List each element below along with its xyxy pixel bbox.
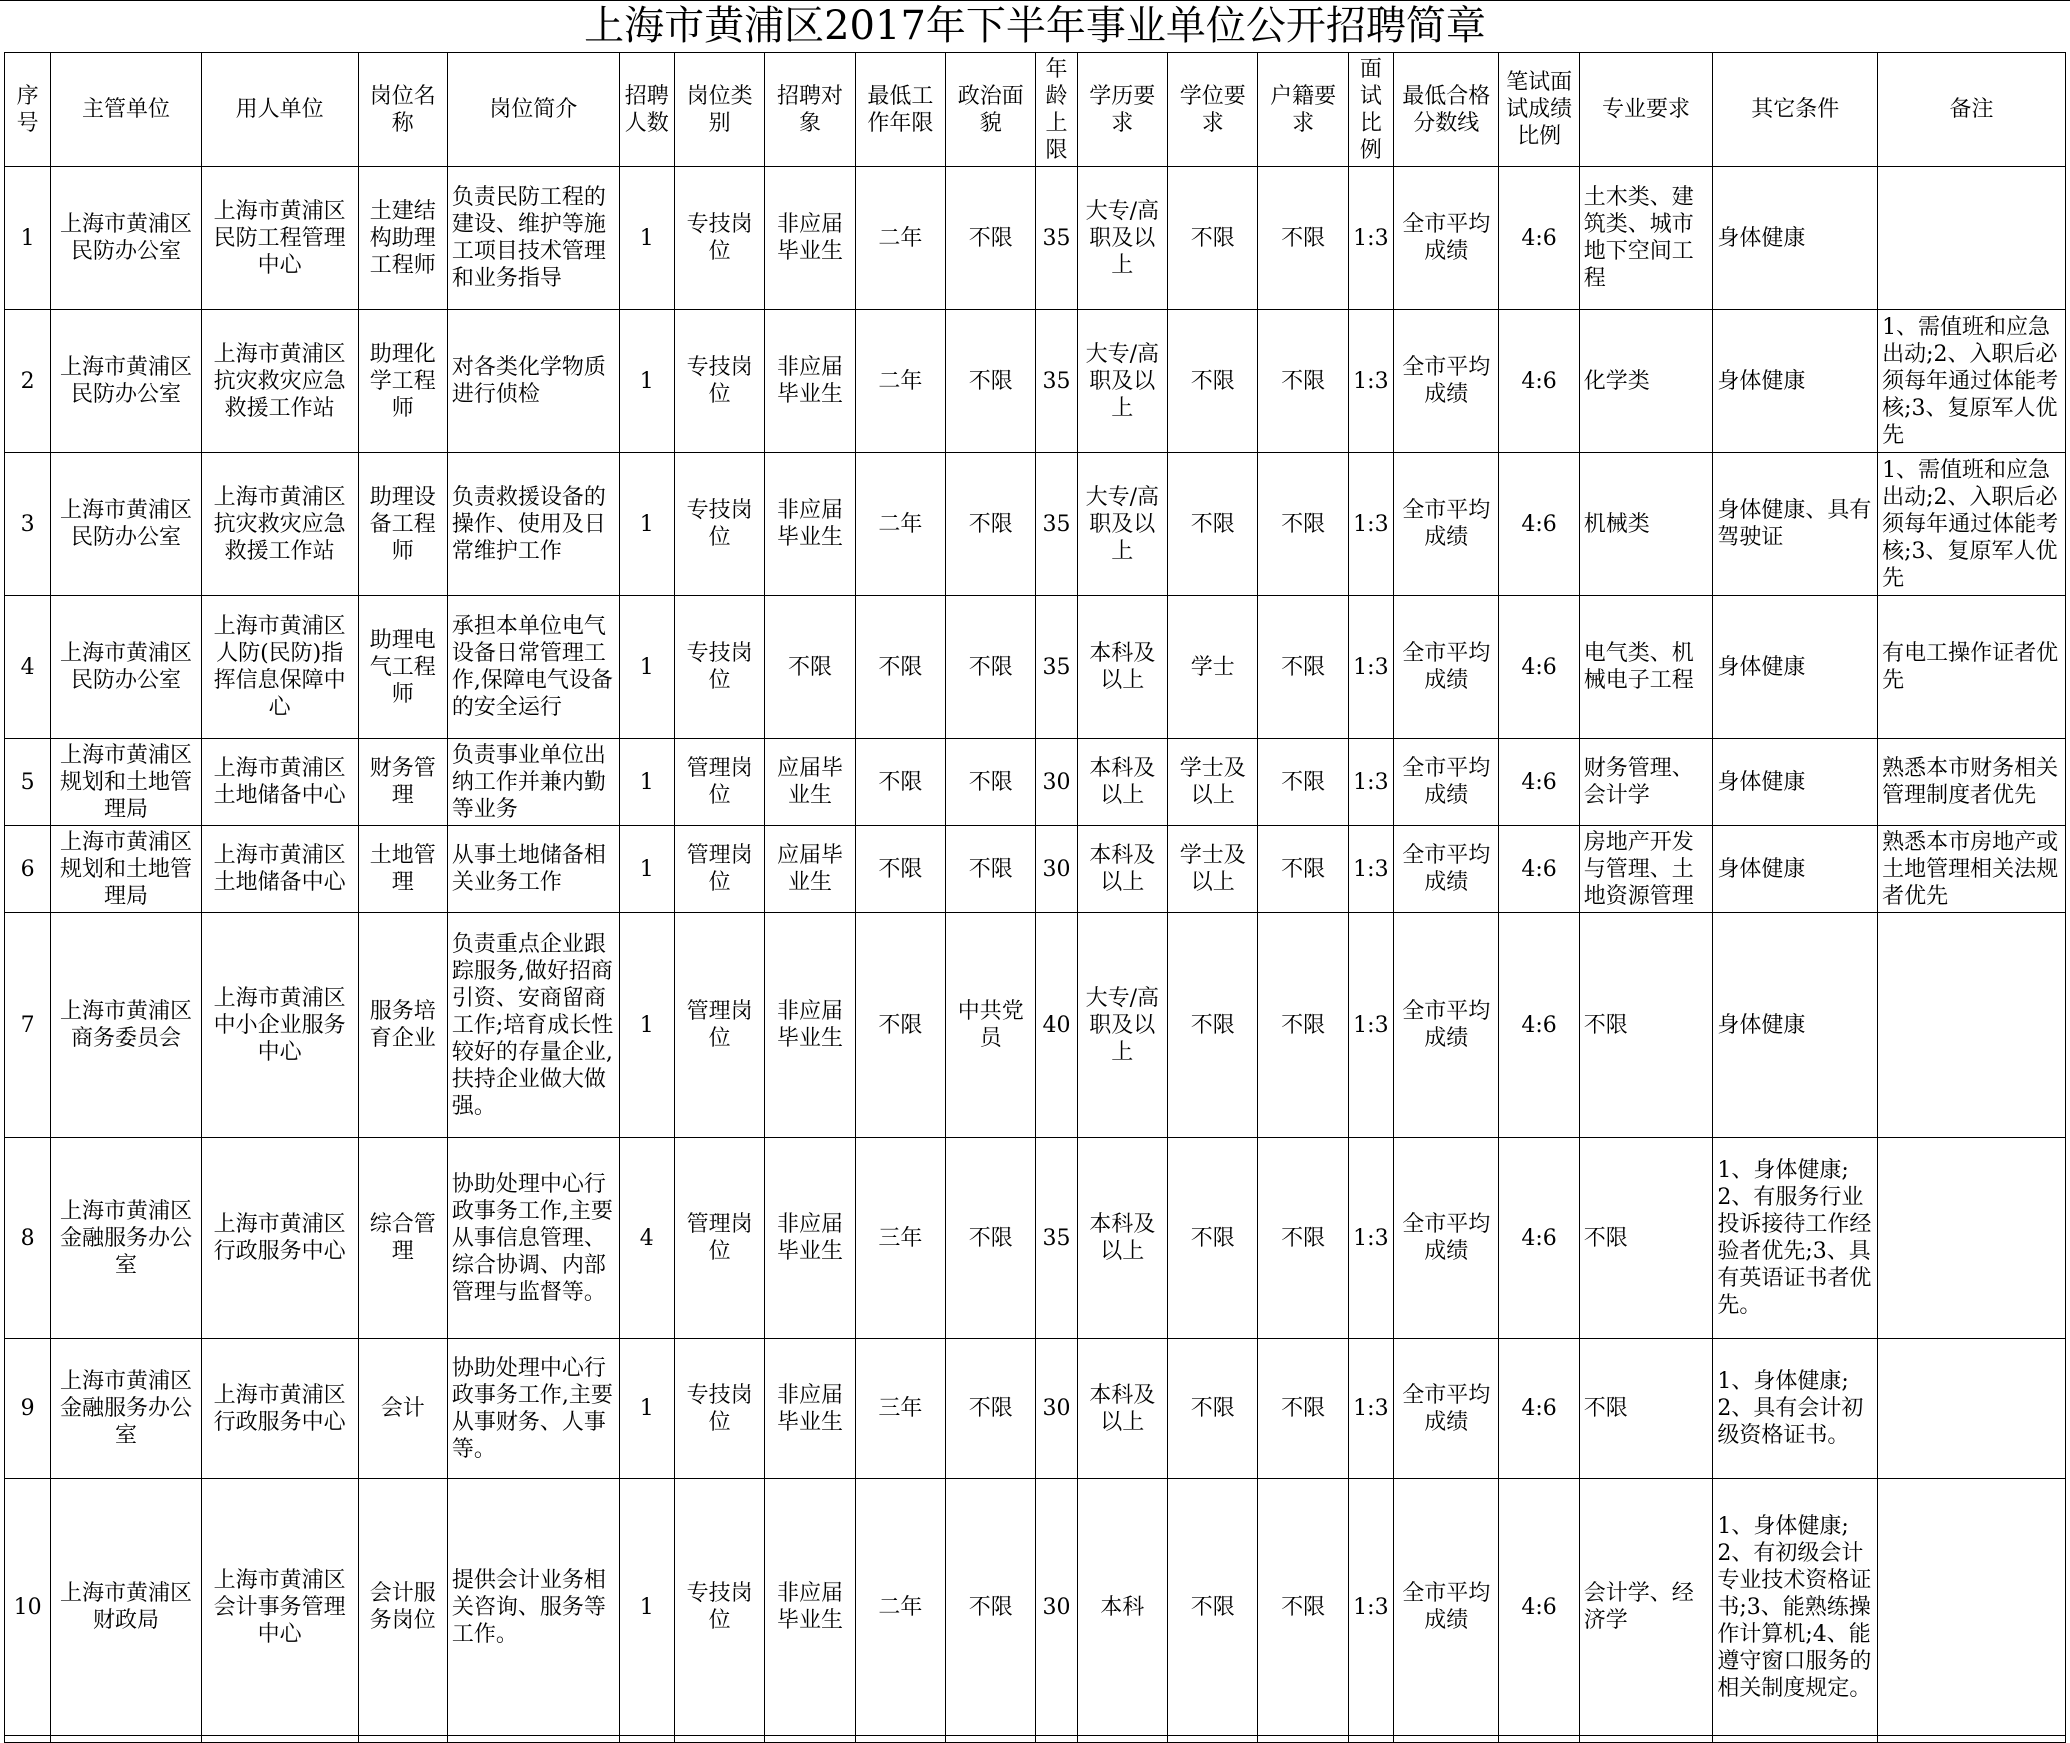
- cell-post: 助理化学工程师: [358, 310, 447, 453]
- cell-post: 助理电气工程师: [358, 596, 447, 739]
- cell-other: 1、身体健康;2、有初级会计专业技术资格证书;3、能熟练操作计算机;4、能遵守窗口服务的相关制度规定。: [1713, 1479, 1878, 1736]
- cell-post: 财务管理: [358, 739, 447, 826]
- header-cell: 用人单位: [201, 53, 358, 167]
- cell-edu: 本科及以上: [1077, 739, 1167, 826]
- header-cell: 专业要求: [1579, 53, 1713, 167]
- cell-unit: 上海市黄浦区会计事务管理中心: [201, 1479, 358, 1736]
- cell-post: 助理设备工程师: [358, 453, 447, 596]
- cell-note: [1878, 167, 2066, 310]
- cell-note: [1878, 913, 2066, 1138]
- cell-edu: 本科及以上: [1077, 826, 1167, 913]
- cell-desc: 从事土地储备相关业务工作: [447, 826, 619, 913]
- cell-num: 1: [619, 913, 674, 1138]
- cell-hukou: 不限: [1258, 596, 1348, 739]
- cell-no: 5: [5, 739, 51, 826]
- table-row: [5, 1479, 2066, 1736]
- cell-politics: 不限: [946, 453, 1036, 596]
- cell-num: 1: [619, 453, 674, 596]
- cell-desc: 提供会计业务相关咨询、服务等工作。: [447, 1479, 619, 1736]
- cell-hukou: 不限: [1258, 913, 1348, 1138]
- cell-desc: 协助处理中心行政事务工作,主要从事信息管理、综合协调、内部管理与监督等。: [447, 1138, 619, 1339]
- cell-hukou: 不限: [1258, 453, 1348, 596]
- cell-major: 化学类: [1579, 310, 1713, 453]
- cell-no: 2: [5, 310, 51, 453]
- cell-no: 8: [5, 1138, 51, 1339]
- cell-cat: 管理岗位: [674, 913, 764, 1138]
- cell-num: 1: [619, 167, 674, 310]
- empty-cell: [1579, 1736, 1713, 1743]
- cell-note: 1、需值班和应急出动;2、入职后必须每年通过体能考核;3、复原军人优先: [1878, 310, 2066, 453]
- cell-years: 不限: [855, 913, 945, 1138]
- cell-weight: 4:6: [1499, 1479, 1579, 1736]
- cell-desc: 负责事业单位出纳工作并兼内勤等业务: [447, 739, 619, 826]
- empty-cell: [201, 1736, 358, 1743]
- cell-desc: 承担本单位电气设备日常管理工作,保障电气设备的安全运行: [447, 596, 619, 739]
- empty-cell: [447, 1736, 619, 1743]
- cell-unit: 上海市黄浦区人防(民防)指挥信息保障中心: [201, 596, 358, 739]
- cell-weight: 4:6: [1499, 453, 1579, 596]
- cell-politics: 不限: [946, 596, 1036, 739]
- cell-cat: 专技岗位: [674, 596, 764, 739]
- cell-num: 1: [619, 826, 674, 913]
- header-cell: 政治面貌: [946, 53, 1036, 167]
- cell-ratio: 1:3: [1348, 167, 1393, 310]
- document-title: 上海市黄浦区2017年下半年事业单位公开招聘简章: [584, 3, 1486, 49]
- empty-cell: [674, 1736, 764, 1743]
- cell-weight: 4:6: [1499, 1138, 1579, 1339]
- cell-edu: 本科及以上: [1077, 596, 1167, 739]
- cell-politics: 中共党员: [946, 913, 1036, 1138]
- table-row: [5, 1138, 2066, 1339]
- header-cell: 招聘对象: [765, 53, 855, 167]
- cell-post: 土建结构助理工程师: [358, 167, 447, 310]
- cell-unit: 上海市黄浦区民防工程管理中心: [201, 167, 358, 310]
- cell-weight: 4:6: [1499, 739, 1579, 826]
- cell-target: 非应届毕业生: [765, 1138, 855, 1339]
- cell-major: 房地产开发与管理、土地资源管理: [1579, 826, 1713, 913]
- cell-edu: 本科及以上: [1077, 1138, 1167, 1339]
- empty-cell: [765, 1736, 855, 1743]
- cell-other: 身体健康: [1713, 167, 1878, 310]
- cell-ratio: 1:3: [1348, 596, 1393, 739]
- cell-dept: 上海市黄浦区民防办公室: [51, 167, 202, 310]
- cell-note: 熟悉本市财务相关管理制度者优先: [1878, 739, 2066, 826]
- cell-post: 会计服务岗位: [358, 1479, 447, 1736]
- cell-note: [1878, 1479, 2066, 1736]
- cell-desc: 负责重点企业跟踪服务,做好招商引资、安商留商工作;培育成长性较好的存量企业,扶持企业做大做强。: [447, 913, 619, 1138]
- cell-num: 1: [619, 310, 674, 453]
- cell-ratio: 1:3: [1348, 826, 1393, 913]
- cell-ratio: 1:3: [1348, 1138, 1393, 1339]
- cell-dept: 上海市黄浦区民防办公室: [51, 596, 202, 739]
- cell-desc: 协助处理中心行政事务工作,主要从事财务、人事等。: [447, 1339, 619, 1479]
- cell-age: 30: [1036, 826, 1077, 913]
- cell-hukou: 不限: [1258, 1339, 1348, 1479]
- cell-ratio: 1:3: [1348, 913, 1393, 1138]
- table-row: [5, 453, 2066, 596]
- header-cell: 其它条件: [1713, 53, 1878, 167]
- cell-other: 身体健康: [1713, 596, 1878, 739]
- cell-score: 全市平均成绩: [1393, 1339, 1498, 1479]
- cell-num: 1: [619, 739, 674, 826]
- header-cell: 序号: [5, 53, 51, 167]
- cell-weight: 4:6: [1499, 167, 1579, 310]
- cell-no: 7: [5, 913, 51, 1138]
- cell-other: 1、身体健康;2、具有会计初级资格证书。: [1713, 1339, 1878, 1479]
- cell-major: 机械类: [1579, 453, 1713, 596]
- cell-weight: 4:6: [1499, 310, 1579, 453]
- cell-age: 35: [1036, 167, 1077, 310]
- cell-age: 30: [1036, 1479, 1077, 1736]
- cell-ratio: 1:3: [1348, 310, 1393, 453]
- cell-dept: 上海市黄浦区规划和土地管理局: [51, 826, 202, 913]
- cell-score: 全市平均成绩: [1393, 310, 1498, 453]
- cell-major: 土木类、建筑类、城市地下空间工程: [1579, 167, 1713, 310]
- cell-no: 1: [5, 167, 51, 310]
- cell-num: 1: [619, 596, 674, 739]
- cell-target: 应届毕业生: [765, 826, 855, 913]
- cell-weight: 4:6: [1499, 596, 1579, 739]
- cell-target: 非应届毕业生: [765, 167, 855, 310]
- cell-cat: 管理岗位: [674, 1138, 764, 1339]
- cell-unit: 上海市黄浦区行政服务中心: [201, 1138, 358, 1339]
- cell-politics: 不限: [946, 1138, 1036, 1339]
- header-cell: 岗位名称: [358, 53, 447, 167]
- cell-cat: 管理岗位: [674, 739, 764, 826]
- cell-score: 全市平均成绩: [1393, 1138, 1498, 1339]
- cell-ratio: 1:3: [1348, 453, 1393, 596]
- empty-cell: [855, 1736, 945, 1743]
- cut-off-row: [5, 1736, 2066, 1743]
- table-row: [5, 310, 2066, 453]
- cell-major: 不限: [1579, 913, 1713, 1138]
- empty-cell: [1878, 1736, 2066, 1743]
- cell-ratio: 1:3: [1348, 739, 1393, 826]
- cell-target: 非应届毕业生: [765, 913, 855, 1138]
- header-cell: 面试比例: [1348, 53, 1393, 167]
- cell-cat: 专技岗位: [674, 310, 764, 453]
- cell-no: 9: [5, 1339, 51, 1479]
- cell-major: 会计学、经济学: [1579, 1479, 1713, 1736]
- cell-dept: 上海市黄浦区商务委员会: [51, 913, 202, 1138]
- cell-degree: 不限: [1168, 453, 1258, 596]
- empty-cell: [1168, 1736, 1258, 1743]
- cell-age: 30: [1036, 739, 1077, 826]
- empty-cell: [1077, 1736, 1167, 1743]
- cell-target: 非应届毕业生: [765, 1479, 855, 1736]
- cell-edu: 大专/高职及以上: [1077, 310, 1167, 453]
- cell-degree: 学士: [1168, 596, 1258, 739]
- cell-politics: 不限: [946, 826, 1036, 913]
- header-cell: 学历要求: [1077, 53, 1167, 167]
- cell-dept: 上海市黄浦区民防办公室: [51, 453, 202, 596]
- cell-score: 全市平均成绩: [1393, 913, 1498, 1138]
- cell-post: 会计: [358, 1339, 447, 1479]
- cell-age: 35: [1036, 453, 1077, 596]
- cell-cat: 专技岗位: [674, 167, 764, 310]
- cell-age: 35: [1036, 596, 1077, 739]
- cell-other: 身体健康: [1713, 739, 1878, 826]
- cell-major: 不限: [1579, 1138, 1713, 1339]
- header-cell: 年龄上限: [1036, 53, 1077, 167]
- cell-target: 不限: [765, 596, 855, 739]
- cell-edu: 大专/高职及以上: [1077, 453, 1167, 596]
- cell-major: 不限: [1579, 1339, 1713, 1479]
- cell-note: 有电工操作证者优先: [1878, 596, 2066, 739]
- cell-major: 电气类、机械电子工程: [1579, 596, 1713, 739]
- cell-degree: 不限: [1168, 1479, 1258, 1736]
- cell-dept: 上海市黄浦区规划和土地管理局: [51, 739, 202, 826]
- cell-ratio: 1:3: [1348, 1479, 1393, 1736]
- cell-edu: 大专/高职及以上: [1077, 913, 1167, 1138]
- cell-score: 全市平均成绩: [1393, 167, 1498, 310]
- cell-num: 1: [619, 1479, 674, 1736]
- cell-no: 3: [5, 453, 51, 596]
- header-row: [5, 53, 2066, 167]
- empty-cell: [946, 1736, 1036, 1743]
- cell-politics: 不限: [946, 167, 1036, 310]
- empty-cell: [1348, 1736, 1393, 1743]
- cell-degree: 不限: [1168, 1339, 1258, 1479]
- cell-edu: 本科及以上: [1077, 1339, 1167, 1479]
- cell-note: [1878, 1138, 2066, 1339]
- header-cell: 学位要求: [1168, 53, 1258, 167]
- cell-no: 4: [5, 596, 51, 739]
- cell-unit: 上海市黄浦区土地储备中心: [201, 739, 358, 826]
- cell-age: 40: [1036, 913, 1077, 1138]
- cell-note: [1878, 1339, 2066, 1479]
- cell-score: 全市平均成绩: [1393, 1479, 1498, 1736]
- empty-cell: [1393, 1736, 1498, 1743]
- cell-note: 熟悉本市房地产或土地管理相关法规者优先: [1878, 826, 2066, 913]
- cell-weight: 4:6: [1499, 826, 1579, 913]
- cell-dept: 上海市黄浦区金融服务办公室: [51, 1339, 202, 1479]
- cell-hukou: 不限: [1258, 1479, 1348, 1736]
- cell-age: 30: [1036, 1339, 1077, 1479]
- cell-edu: 大专/高职及以上: [1077, 167, 1167, 310]
- cell-dept: 上海市黄浦区民防办公室: [51, 310, 202, 453]
- cell-hukou: 不限: [1258, 167, 1348, 310]
- header-cell: 笔试面试成绩比例: [1499, 53, 1579, 167]
- cell-target: 非应届毕业生: [765, 310, 855, 453]
- cell-score: 全市平均成绩: [1393, 739, 1498, 826]
- header-cell: 户籍要求: [1258, 53, 1348, 167]
- cell-ratio: 1:3: [1348, 1339, 1393, 1479]
- cell-dept: 上海市黄浦区财政局: [51, 1479, 202, 1736]
- cell-weight: 4:6: [1499, 913, 1579, 1138]
- empty-cell: [1499, 1736, 1579, 1743]
- cell-years: 三年: [855, 1138, 945, 1339]
- header-cell: 岗位类别: [674, 53, 764, 167]
- cell-hukou: 不限: [1258, 739, 1348, 826]
- cell-degree: 不限: [1168, 310, 1258, 453]
- cell-score: 全市平均成绩: [1393, 826, 1498, 913]
- cell-desc: 负责民防工程的建设、维护等施工项目技术管理和业务指导: [447, 167, 619, 310]
- cell-degree: 学士及以上: [1168, 826, 1258, 913]
- cell-desc: 对各类化学物质进行侦检: [447, 310, 619, 453]
- cell-edu: 本科: [1077, 1479, 1167, 1736]
- cell-unit: 上海市黄浦区土地储备中心: [201, 826, 358, 913]
- header-cell: 招聘人数: [619, 53, 674, 167]
- cell-other: 身体健康: [1713, 310, 1878, 453]
- table-row: [5, 167, 2066, 310]
- empty-cell: [1713, 1736, 1878, 1743]
- table-row: [5, 826, 2066, 913]
- cell-target: 应届毕业生: [765, 739, 855, 826]
- cell-other: 身体健康: [1713, 826, 1878, 913]
- table-row: [5, 596, 2066, 739]
- cell-num: 4: [619, 1138, 674, 1339]
- cell-politics: 不限: [946, 739, 1036, 826]
- cell-years: 不限: [855, 739, 945, 826]
- cell-years: 不限: [855, 826, 945, 913]
- cell-post: 土地管理: [358, 826, 447, 913]
- empty-cell: [51, 1736, 202, 1743]
- cell-degree: 不限: [1168, 1138, 1258, 1339]
- cell-years: 二年: [855, 1479, 945, 1736]
- cell-target: 非应届毕业生: [765, 1339, 855, 1479]
- cell-years: 三年: [855, 1339, 945, 1479]
- cell-politics: 不限: [946, 310, 1036, 453]
- cell-no: 6: [5, 826, 51, 913]
- cell-score: 全市平均成绩: [1393, 596, 1498, 739]
- cell-years: 二年: [855, 310, 945, 453]
- table-row: [5, 913, 2066, 1138]
- cell-num: 1: [619, 1339, 674, 1479]
- header-cell: 最低工作年限: [855, 53, 945, 167]
- cell-unit: 上海市黄浦区抗灾救灾应急救援工作站: [201, 453, 358, 596]
- cell-dept: 上海市黄浦区金融服务办公室: [51, 1138, 202, 1339]
- cell-degree: 不限: [1168, 913, 1258, 1138]
- cell-hukou: 不限: [1258, 826, 1348, 913]
- cell-years: 二年: [855, 453, 945, 596]
- cell-note: 1、需值班和应急出动;2、入职后必须每年通过体能考核;3、复原军人优先: [1878, 453, 2066, 596]
- empty-cell: [1258, 1736, 1348, 1743]
- cell-degree: 学士及以上: [1168, 739, 1258, 826]
- cell-age: 35: [1036, 1138, 1077, 1339]
- cell-cat: 专技岗位: [674, 1479, 764, 1736]
- cell-other: 1、身体健康;2、有服务行业投诉接待工作经验者优先;3、具有英语证书者优先。: [1713, 1138, 1878, 1339]
- table-row: [5, 1339, 2066, 1479]
- empty-cell: [5, 1736, 51, 1743]
- recruitment-table: [4, 52, 2066, 1743]
- cell-post: 服务培育企业: [358, 913, 447, 1138]
- cell-unit: 上海市黄浦区抗灾救灾应急救援工作站: [201, 310, 358, 453]
- header-cell: 主管单位: [51, 53, 202, 167]
- cell-politics: 不限: [946, 1479, 1036, 1736]
- cell-unit: 上海市黄浦区行政服务中心: [201, 1339, 358, 1479]
- table-row: [5, 739, 2066, 826]
- cell-degree: 不限: [1168, 167, 1258, 310]
- header-cell: 岗位简介: [447, 53, 619, 167]
- cell-unit: 上海市黄浦区中小企业服务中心: [201, 913, 358, 1138]
- cell-years: 二年: [855, 167, 945, 310]
- cell-desc: 负责救援设备的操作、使用及日常维护工作: [447, 453, 619, 596]
- cell-other: 身体健康: [1713, 913, 1878, 1138]
- cell-weight: 4:6: [1499, 1339, 1579, 1479]
- empty-cell: [358, 1736, 447, 1743]
- header-cell: 最低合格分数线: [1393, 53, 1498, 167]
- cell-hukou: 不限: [1258, 1138, 1348, 1339]
- cell-post: 综合管理: [358, 1138, 447, 1339]
- cell-major: 财务管理、会计学: [1579, 739, 1713, 826]
- empty-cell: [619, 1736, 674, 1743]
- header-cell: 备注: [1878, 53, 2066, 167]
- cell-age: 35: [1036, 310, 1077, 453]
- cell-hukou: 不限: [1258, 310, 1348, 453]
- empty-cell: [1036, 1736, 1077, 1743]
- cell-target: 非应届毕业生: [765, 453, 855, 596]
- cell-other: 身体健康、具有驾驶证: [1713, 453, 1878, 596]
- cell-cat: 管理岗位: [674, 826, 764, 913]
- cell-no: 10: [5, 1479, 51, 1736]
- cell-cat: 专技岗位: [674, 453, 764, 596]
- cell-politics: 不限: [946, 1339, 1036, 1479]
- cell-cat: 专技岗位: [674, 1339, 764, 1479]
- cell-score: 全市平均成绩: [1393, 453, 1498, 596]
- cell-years: 不限: [855, 596, 945, 739]
